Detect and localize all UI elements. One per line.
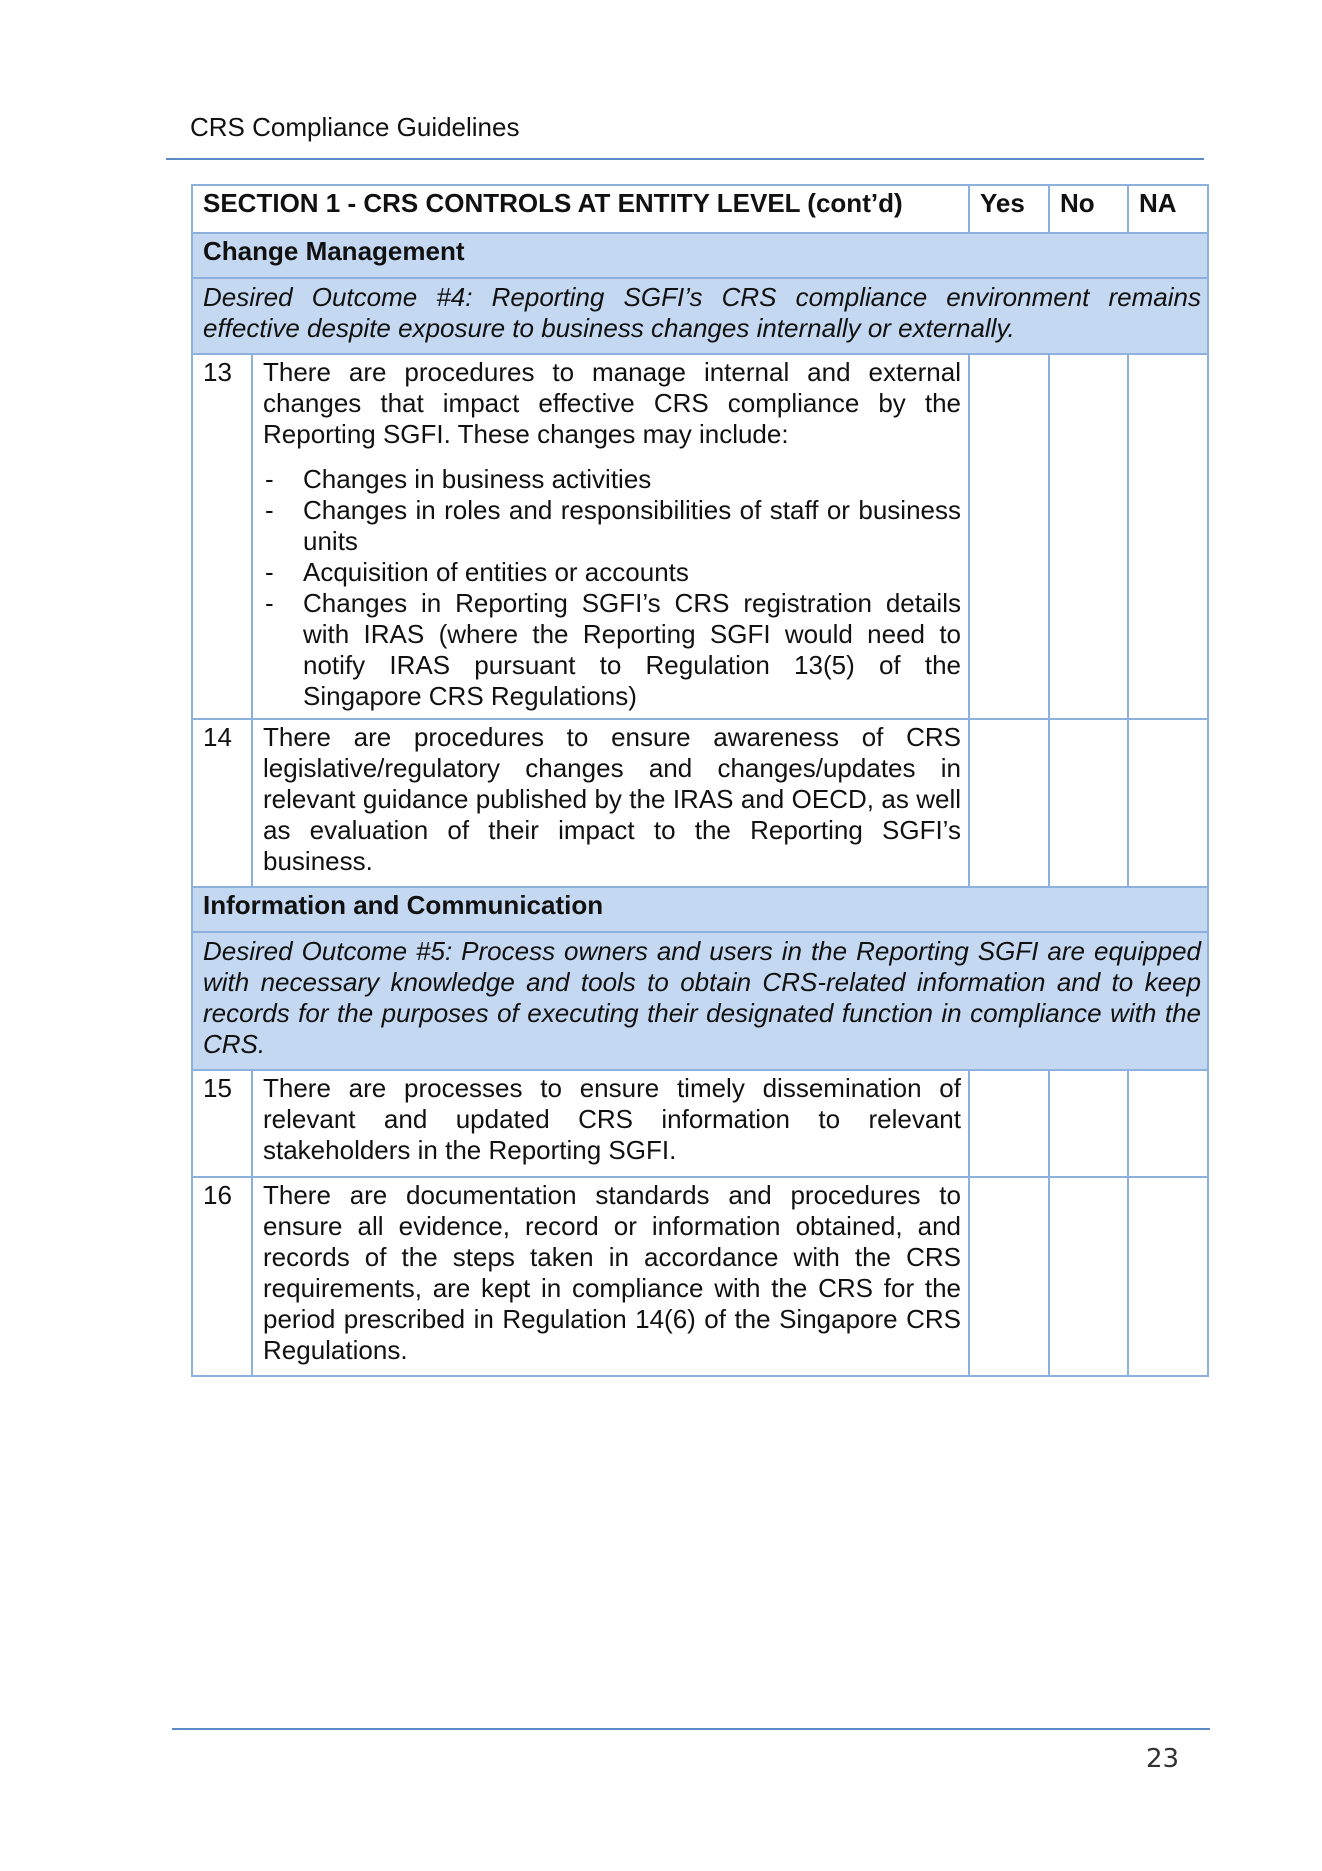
list-item: - Changes in Reporting SGFI’s CRS registration details with IRAS (where the Reporting SGFI would need to notify IRAS pursuant to Regulation 13(5) of the Singapore CRS Regulations) [263,588,961,712]
list-item: - Changes in roles and responsibilities of staff or business units [263,495,961,557]
table-header-row [192,185,1208,233]
item-number: 14 [192,719,252,887]
answer-cell-no[interactable] [1049,1177,1128,1376]
item-number: 13 [192,354,252,719]
column-header-no: No [1049,185,1128,233]
group-title-row [192,233,1208,278]
table-row [192,719,1208,887]
column-header-na: NA [1128,185,1208,233]
item-number: 15 [192,1070,252,1177]
change-list [263,464,961,712]
item-description: There are processes to ensure timely dissemination of relevant and updated CRS information to relevant stakeholders in the Reporting SGFI. [252,1070,969,1177]
item-description [252,354,969,719]
list-item: - Acquisition of entities or accounts [263,557,961,588]
answer-cell-na[interactable] [1128,354,1208,719]
answer-cell-no[interactable] [1049,354,1128,719]
item-text: There are procedures to manage internal and external changes that impact effective CRS compliance by the Reporting SGFI. These changes may include: [263,357,961,449]
table-row [192,1070,1208,1177]
answer-cell-yes[interactable] [969,719,1049,887]
group-title-information-communication: Information and Communication [192,887,1208,932]
item-description: There are procedures to ensure awareness of CRS legislative/regulatory changes and changes/updates in relevant guidance published by the IRAS and OECD, as well as evaluation of their impact to the Reporting SGFI’s business. [252,719,969,887]
answer-cell-no[interactable] [1049,719,1128,887]
answer-cell-yes[interactable] [969,354,1049,719]
answer-cell-na[interactable] [1128,719,1208,887]
footer-divider [172,1728,1210,1730]
table-row [192,1177,1208,1376]
answer-cell-no[interactable] [1049,1070,1128,1177]
item-description: There are documentation standards and procedures to ensure all evidence, record or information obtained, and records of the steps taken in accordance with the CRS requirements, are kept in compliance with the CRS for the period prescribed in Regulation 14(6) of the Singapore CRS Regulations. [252,1177,969,1376]
group-title-change-management: Change Management [192,233,1208,278]
answer-cell-na[interactable] [1128,1177,1208,1376]
answer-cell-na[interactable] [1128,1070,1208,1177]
group-title-row [192,887,1208,932]
desired-outcome-4: Desired Outcome #4: Reporting SGFI’s CRS compliance environment remains effective despite exposure to business changes internally or externally. [192,278,1208,354]
column-header-yes: Yes [969,185,1049,233]
table-row [192,354,1208,719]
answer-cell-yes[interactable] [969,1070,1049,1177]
item-number: 16 [192,1177,252,1376]
header-divider [166,158,1204,160]
desired-outcome-row [192,278,1208,354]
page-header-title: CRS Compliance Guidelines [190,112,520,142]
answer-cell-yes[interactable] [969,1177,1049,1376]
section-heading: SECTION 1 - CRS CONTROLS AT ENTITY LEVEL (cont’d) [192,185,969,233]
desired-outcome-row [192,932,1208,1070]
desired-outcome-5: Desired Outcome #5: Process owners and users in the Reporting SGFI are equipped with necessary knowledge and tools to obtain CRS-related information and to keep records for the purposes of executing their designated function in compliance with the CRS. [192,932,1208,1070]
page-number: 23 [1146,1744,1180,1774]
compliance-checklist-table [191,184,1209,1377]
list-item: - Changes in business activities [263,464,961,495]
